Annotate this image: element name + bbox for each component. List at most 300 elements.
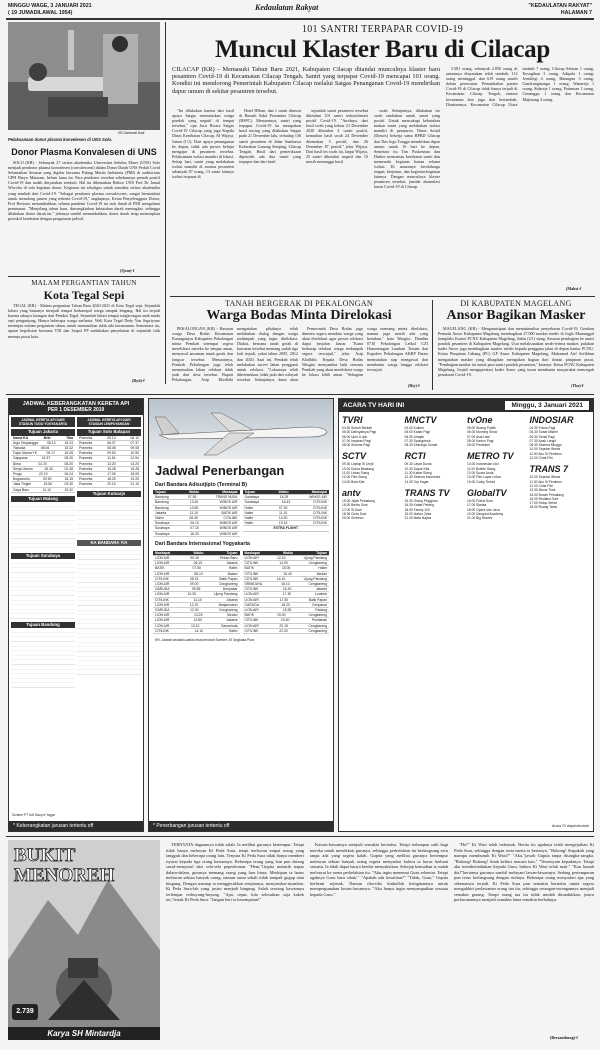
tv-program: 10.00 Seputar iNews [529, 475, 561, 480]
table-cell: 09.08 [130, 446, 139, 451]
table-cell: Jakarta [155, 510, 167, 515]
table-cell: 03.30 [64, 482, 73, 487]
table-cell: LION AIR [244, 597, 259, 602]
tv-program: 18.00 Family 100 [404, 507, 430, 512]
table-cell: 09.00 [189, 582, 199, 587]
table-cell: LION AIR [155, 613, 170, 618]
lead-body-col1: "Ini dilakukan karena dari hasil upaya Satgas memutuskan warga pondok yang negatif di tempat tersebut," ujar Juru Bicara Satgas Covid-19 Cilacap yang juga Kepala Dinas Kesehatan Cilacap, M Wijaya, Jumat (1/1). Dari upaya penanganan ke depan, tidak ada proses belajar mengajar di pesantren tersebut. Pelaksanaan isolasi mandiri di lokasi. Setiap hari, santri yang melakukan isolasi mandiri di asrama pesantren sebanyak 87 orang, 13 santri lainnya isolasi terpusat di [172, 108, 234, 180]
table-cell: 18.35 [282, 608, 292, 613]
table-cell: Surabaya [155, 526, 170, 531]
table-cell: CITILINK [223, 516, 238, 521]
table-cell: 18.33 [44, 466, 53, 471]
photo-caption: Pelaksanaan donor plasma konvelesen di UNS Solo. [8, 137, 113, 142]
table-cell: CITILINK [313, 510, 327, 515]
table-cell: 18.25 [279, 495, 289, 500]
table-cell: Surabaya [155, 521, 170, 526]
flight-title: Jadwal Penerbangan [155, 463, 285, 478]
table-cell: 11.10 [42, 487, 51, 492]
flight-footnote: * Penerbangan jurusan tertentu off [149, 821, 333, 831]
table-cell: 06.10 [190, 521, 199, 526]
col-header: Waktu [278, 490, 289, 494]
table-cell: CITILINK [313, 505, 327, 510]
table-cell: Jakarta [315, 587, 327, 592]
table-cell: Bogowonto [13, 477, 30, 482]
photo-credit: KR-Damiandi Hadi [118, 131, 145, 135]
tv-program: 17.00 Hidup Sehat [529, 501, 557, 506]
table-cell: Bandung [155, 500, 169, 505]
tv-program: 14.00 Bola Kita [342, 479, 365, 484]
table-cell: LION AIR [244, 608, 259, 613]
train-section-surabaya: Tujuan Surabaya [11, 553, 75, 559]
col-header: Tujuan [244, 490, 256, 494]
issue-date: MINGGU WAGE, 3 JANUARI 2021 [8, 3, 92, 9]
table-cell: 16.05 [64, 451, 73, 456]
table-cell: 19.00 [277, 613, 286, 618]
table-cell: Denpasar [222, 587, 238, 592]
table-cell: 14.50 [278, 516, 288, 521]
tv-program: 10.00 Seputar iNews [529, 447, 561, 452]
table-cell: 21.10 [130, 482, 139, 487]
tv-program: 11.00 Buletin Siang [467, 466, 496, 471]
table-cell: 05.10 [107, 435, 116, 440]
lead-kicker: 101 SANTRI TERPAPAR COVID-19 [301, 24, 464, 35]
train-col-head-2: JADWAL KERETA API DARI STASIUN LEMPUYANGAN [77, 417, 141, 427]
table-cell: 06.37 [107, 440, 116, 445]
table-cell: Prameks [79, 446, 93, 451]
table-cell: Cengkareng [308, 628, 327, 633]
tv-program: 13.00 Film Layar Lebar [467, 475, 501, 480]
tv-program: 19.00 Dangdut Academy [467, 511, 504, 516]
tv-program: 06.00 Upin & Ipin [342, 434, 368, 439]
page-number: HALAMAN 7 [560, 10, 592, 16]
donor-body: SOLO (KR) - Sebanyak 27 sivitas akademika Universitas Sebelas Maret (UNS) Solo menjadi pendonor plasma konvalesen (convalescent) dalam Donor Darah UNS Peduli Covid Selamatkan Sesama yang digelar bersama Palang Merah Indonesia (PMI) di auditorium GPH Haryo Mataram, belum lama ini. Para pendonor tersebut sebelumnya pernah positif Covid-19 dan sudah dinyatakan sembuh. Hal itu dibenarkan Rektor UNS Prof Dr Jamal Wiwoho di sela kegiatan donor. Kegiatan ini sekaligus untuk mendata sivitas akademika yang sembuh dari Covid-19. "Sebagai pendonor plasma convalescent, sangat bermanfaat untuk menolong pasien yang terkena Covid-19," ungkapnya. Ketua Penyelenggara Donor, Prof Reviono menambahkan, selama pandemi Covid-19 ini stok darah di PMI mengalami penurunan. "Menjelang tahun baru, dimungkinkan kebutuhan darah meningkat, sehingga dilakukan donor darah ini," jelasnya sambil menambahkan, donor darah tetap menerapkan protokol kesehatan dengan pengaturan jadwal. [8, 160, 160, 222]
flight-intl-title: Dari Bandara Internasional Yogyakarta [155, 540, 250, 547]
tv-program: 17.00 Si Doel [342, 507, 362, 512]
tegal-kicker: MALAM PERGANTIAN TAHUN [31, 279, 137, 287]
train-section-solo: Tujuan Solo Balapan [77, 429, 141, 435]
tv-program: 19.00 Ikatan Cinta [404, 511, 432, 516]
table-cell: GARUDA [155, 608, 170, 613]
tv-program: 12.30 Sinema Indonesia [404, 475, 441, 480]
lead-body-col5: 3.581 orang, sebanyak 2.850 orang di antaranya dinyatakan telah sembuh, 112 orang meninggal, dan 619 orang masih dalam perawatan. Penambahan pasien Covid-19 di Cilacap tidak hanya terjadi di Kecamatan Cilacap Tengah, namun kecamatan lain juga ikut bertambah. Diantaranya, Kecamatan Cilacap Utara tambah 7 orang, Cilacap Selatan 1 orang, Kesugihan 3 orang, Adipala 1 orang, Jeruklegi 4 orang, Binangun 3 orang, Gandrungmangu 1 orang, Wanareja 1 orang, Sidareja 1 orang, Patimuan 1 orang, Cimanggu 1 orang dan Kecamatan Majenang 4 orang. [446, 66, 594, 107]
tv-program: 09.00 Pesbuker [467, 443, 491, 448]
tv-program: 12.00 Cinta Fitri [529, 456, 553, 461]
serial-title: BUKIT MENOREH [14, 845, 115, 886]
table-cell: Argo Dwipangga [13, 440, 39, 445]
table-cell: 20.10 [107, 482, 116, 487]
table-cell: 19.40 [280, 618, 290, 623]
table-cell: 12.10 [189, 602, 199, 607]
tv-program: 16.30 Kabar Petang [404, 503, 434, 508]
table-cell: Halim [228, 628, 238, 633]
table-cell: 16.20 [190, 531, 199, 536]
tv-program: 21.00 Big Movies [467, 516, 493, 521]
tv-program: 08.00 Kartun Pagi [467, 438, 494, 443]
table-cell: 08.10 [194, 571, 203, 576]
table-cell: 18.25 [107, 477, 116, 482]
table-cell: 08.26 [64, 456, 73, 461]
table-cell: LION AIR [155, 556, 170, 561]
tv-program: 08.00 Sinema Pagi [342, 443, 370, 448]
table-cell: Batam [227, 571, 238, 576]
tv-program: 15.30 Orang Pinggiran [404, 498, 438, 503]
table-cell: 17.30 [282, 592, 292, 597]
table-cell: Taksaka [13, 446, 26, 451]
table-row [11, 488, 75, 493]
table-cell: 16.43 [281, 500, 291, 505]
pekalongan-body-1: PEKALONGAN (KR) - Ratusan warga Desa Bodas Kecamatan Karanganyar Kabupaten Pekalongan minta Pemkab setempat segera merelokasi mereka ke tempat aman, menyusul ancaman tanah gerak dan longsor tersebut. Menurutnya, Pemkab Pekalongan juga telah memutuskan lahan relokasi tidak jauh dari desa tersebut. Bupati Pekalongan, Asip Kholbihi mengatakan pihaknya telah melakukan dialog dengan warga terdampak yang ingin direlokasi. Diakui, bencana tanah gerak di kawasan tersebut memang sudah tiga kali terjadi, yakni tahun 2005, 2012 dan 2020. Saat ini, Pemkab telah melakukan survei lahan pengganti untuk relokasi. "Lokasinya telah diketemukan, tidak jauh dari wilayah tersebut. Selanjutnya, kami akan [172, 326, 298, 382]
table-cell: 15.24 [64, 440, 73, 445]
channel-logo: METRO TV [467, 451, 514, 462]
table-cell: Jakarta [226, 561, 238, 566]
serial-col-3: "He?" Ki Wasi telah terbunuh. Berita itu agaknya telah mengejutkan Ki Peda Sura, sehingga dengan serta-merta ia bertanya, "Bohong! Siapakah yang mampu membunuh Ki Wasi?" "Aku,"jawab Gupita tanpa disangka-sangka. "Bohong! Bohong! Anak kelinci macam kau." "Tersenyum kepadanya. Tetapi aku memberitahukan kepada Guru, bahwa Ki Wasi telah mati." "Kau bunuh dia?"bertanya gurunya sambil melayani lawan-lawannya. Sedang pertempuran pun terus berlangsung dengan riuhnya. Beberapa orang menyadari apa yang sebenarnya terjadi. Ki Peda Sura pun semakin bernafsu untuk segera mengakhiri perlawanan orang tua itu, sehingga serangan-serangannya menjadi semakin garang. Tetapi orang tua itu tidak mudah ditundukkan, justru perlawanannya menjadi semakin lama semakin berbahaya. [454, 842, 594, 902]
tv-program: 06.00 Morning Show [467, 430, 498, 435]
table-cell: LION AIR [244, 592, 259, 597]
table-cell: 17.05 [107, 472, 116, 477]
magelang-kicker: DI KABUPATEN MAGELANG [460, 299, 572, 308]
table-cell: 17.50 [279, 597, 289, 602]
table-cell: Senja Utama [13, 466, 33, 471]
table-cell: WINGS AIR [219, 500, 238, 505]
table-cell: LION AIR [155, 602, 170, 607]
tv-program: 04.30 Subuh Berkah [342, 426, 373, 430]
table-cell: CITILINK [313, 500, 327, 505]
table-cell: 14.00 [279, 561, 288, 566]
table-cell: 05.45 [190, 556, 199, 561]
extra-flight-label: EXTRA FLIGHT [243, 526, 330, 531]
train-section-kutoarjo: Tujuan Kutoarjo [77, 491, 141, 497]
donor-photo [8, 22, 160, 130]
train-section-yia: KA BANDARA YIA [77, 540, 141, 546]
tv-program: 05.00 Dahsyatnya Pagi [342, 430, 377, 435]
table-cell: BATIK [244, 613, 255, 618]
table-cell: 08.15 [189, 576, 199, 581]
channel-logo: TRANS 7 [529, 464, 569, 475]
channel-logo: tvOne [467, 415, 493, 425]
table-cell: WINGS AIR [219, 526, 238, 531]
table-cell: Banjarmasin [218, 602, 238, 607]
train-section-jakarta: Tujuan Jakarta [11, 429, 75, 435]
train-section-bandung: Tujuan Bandung [11, 622, 75, 628]
lead-body-col4: swab. Selanjutnya, dilakukan tes swab tambahan untuk santri yang positif. Untuk mencukupi kebutuhan makan santri yang melakukan isolasi mandiri di pesantren, Dinas Sosial (Dinsos) bekerja sama BPBD Cilacap dan Tim Jogo Tonggo mendirikan dapur umum untuk 10 hari ke depan. Semetara itu Tim Puskesmas dan Dinkes memantau kesehatan santri dan memenuhi kegiatan harian selama isolasi. Di antaranya berolahraga ringan, berjemur, dan kegiatan-kegiatan lainnya. Dengan munculnya klaster pesantren tersebut, jumlah akumulasi kasus Covid-19 di Cilacap [374, 108, 440, 190]
airplane-image [149, 399, 333, 459]
table-cell: Prameks [79, 482, 93, 487]
tv-schedule [338, 398, 594, 832]
table-cell: LION AIR [155, 618, 170, 623]
table-cell: 08.20 [64, 461, 73, 466]
train-footnote: * Keberangkatan jurusan tertentu off [9, 821, 143, 831]
table-cell: 13.10 [190, 623, 200, 628]
table-cell: 15.32 [64, 446, 73, 451]
magelang-body: MAGELANG (KR) - Mengantisipasi dan meminimalisir penyebaran Covid-19, Gerakan Pemuda Ansor Kabupaten Magelang membagikan 27.000 masker medis di Joglo Manunggal kompleks Kantor PCNU Kabupaten Magelang, Sabtu (2/1) siang. Sasaran pembagian ke santri pondok pesantren di Kabupaten Magelang. Usai melaksanakan serah-terima masker, puluhan kader Ansor juga membagikan masker medis kepada pengguna jalan di depan kantor PCNU. Ketua Pimpinan Cabang (PC) GP Ansor Kabupaten Magelang, Muhamad Arif Sofikhun mengatakan masker yang dibagikan merupakan bagian dari donasi pimpinan pusat. "Pembagian masker ini untuk para santri pondok pesantren," katanya. Ketua PCNU Kabupaten Magelang, Irsjadi mengapresiasi kader Ansor yang turun membantu masyarakat mencegah penularan Covid-19. [438, 326, 594, 377]
tv-program: 12.00 Film Siang [342, 475, 367, 480]
tv-program: 11.00 Lintas Siang [342, 471, 370, 476]
section-name: "KEDAULATAN RAKYAT" [528, 3, 592, 9]
table-cell: BATIK AIR [221, 510, 238, 515]
pekalongan-title: Warga Bodas Minta Direlokasi [206, 308, 392, 323]
tv-program: 09.30 Laptop Si Unyil [342, 462, 374, 467]
channel-logo: GlobalTV [467, 487, 507, 498]
tv-program: 10.30 Dapur Kita [404, 466, 430, 471]
magelang-title: Ansor Bagikan Masker [446, 308, 586, 323]
tv-program: 07.00 Asal Usul [467, 434, 490, 439]
channel-logo: TRANS TV [404, 487, 450, 498]
table-cell: WINGS AIR [309, 495, 327, 500]
train-section-malang: Tujuan Malang [11, 496, 75, 502]
pekalongan-kicker: TANAH BERGERAK DI PEKALONGAN [225, 299, 373, 308]
table-cell: 06.30 [189, 516, 198, 521]
table-cell: 08.06 [40, 446, 50, 451]
table-cell: Prameks [79, 461, 93, 466]
table-cell: Cengkareng [308, 561, 327, 566]
tv-program: 07.30 Spongebob [404, 438, 431, 443]
channel-logo: INDOSIAR [529, 415, 574, 425]
table-cell: 11.54 [107, 456, 116, 461]
train-subtitle: PER 1 DESEMBER 2019 [47, 407, 105, 413]
table-cell: 07.55 [187, 495, 197, 500]
table-cell: 09.50 [42, 477, 52, 482]
table-cell: 16.10 [281, 582, 290, 587]
tv-program: 11.30 Kabar Siang [404, 471, 432, 476]
table-cell: LION AIR [155, 592, 170, 597]
lead-byline: (Maksi-f [566, 286, 582, 291]
tv-program: 05.30 Sobat Misteri [529, 430, 558, 435]
table-cell: Pekan Baru [219, 556, 238, 561]
tv-program: 15.00 Gosip Terkini [467, 479, 496, 484]
tv-program: 10.00 Dunia Binatang [342, 466, 374, 471]
table-cell: CITILINK [313, 521, 327, 526]
table-cell: Gajayana [13, 456, 28, 461]
table-cell: 15.00 [281, 566, 291, 571]
col-header: Maskapai [311, 490, 327, 494]
table-cell: Halim [244, 510, 254, 515]
table-cell: Halim [244, 516, 254, 521]
table-cell: 16.28 [130, 466, 139, 471]
table-cell: 14.20 [130, 461, 139, 466]
pekalongan-body-2: Pemerintah Desa Bodas juga diminta segera mendata warga yang akan direlokasi agar proses relokasi dapat berjalan lancar. "Kami berharap relokasi warga terdampak segera terwujud," jelas Asip Kholbihi. Kepala Desa Bodas Wasgito menyambut baik rencana Pemkab yang akan merelokasi warga ke lokasi lebih aman. "Sebagian warga memang minta direlokasi, namun juga masih ada yang bertahan," kata Wasgito. Dandim 0710 Pekalongan Letkol CZI Hamonangan Lumban Toruan dan Kapolres Pekalongan AKBP Darno menyatakan siap mengawal dan membantu warga hingga relokasi terwujud. [302, 326, 428, 377]
tv-program: 08.30 Keluarga Somat [404, 443, 438, 448]
table-cell: 20.15 [279, 623, 288, 628]
table-cell: 15.28 [107, 466, 116, 471]
table-cell: Medan [227, 613, 238, 618]
table-cell: LION AIR [155, 561, 170, 566]
train-col-head-1: JADWAL KERETA API DARI STASIUN TUGU YOGYAKARTA [11, 417, 75, 427]
table-row [77, 482, 141, 487]
table-cell: 13.50 [189, 505, 199, 510]
table-cell: 13.25 [193, 613, 203, 618]
table-cell: 02.48 [64, 466, 73, 471]
table-cell: 12.54 [130, 456, 139, 461]
col-header: Waktu [189, 490, 200, 494]
table-cell: Cengkareng [219, 582, 238, 587]
table-cell: Halim [155, 516, 164, 521]
table-cell: CITILINK [155, 597, 169, 602]
table-cell: Bandung [155, 495, 169, 500]
table-cell: Surabaya [244, 500, 260, 505]
table-cell: CITILINK [155, 576, 169, 581]
table-cell: CITILINK [244, 576, 259, 581]
table-cell: 09.50 [107, 451, 116, 456]
table-cell: 09.17 [46, 451, 56, 456]
table-cell: WINGS AIR [219, 531, 238, 536]
table-cell: CITILINK [244, 628, 259, 633]
col-header: Tujuan [226, 550, 238, 555]
table-cell: 13.20 [107, 461, 116, 466]
tv-program: 04.00 Kultum [404, 426, 424, 430]
tv-program: 11.00 Aku Si Pemburu [529, 479, 563, 484]
table-cell: 10.35 [187, 592, 196, 597]
col-header: Maskapai [244, 550, 260, 555]
tv-program: 12.00 Suara Anda [467, 471, 494, 476]
tv-title: ACARA TV HARI INI [343, 402, 405, 409]
channel-logo: MNCTV [404, 415, 437, 425]
tv-program: 18.00 Opera Van Java [467, 507, 500, 512]
table-cell: SRIWIJAYA [244, 582, 263, 587]
table-cell: LION AIR [244, 556, 259, 561]
table-cell: Pontianak [311, 618, 327, 623]
table-cell: Cengkareng [219, 608, 238, 613]
table-cell: Halim [244, 521, 254, 526]
col-header: Tujuan [316, 550, 327, 555]
table-cell: Jaka Tingkir [13, 482, 32, 487]
table-cell: LION AIR [155, 571, 170, 576]
tv-program: 08.30 Sinema Minggu [529, 443, 562, 448]
table-cell: CITILINK [244, 618, 259, 623]
table-cell: 01.57 [41, 456, 51, 461]
col-header: Tiba [66, 435, 73, 440]
table-cell: GARUDA [155, 587, 170, 592]
tv-program: 06.30 Serial Pagi [529, 434, 555, 439]
serial-number: 2.739 [12, 1004, 38, 1020]
table-cell: Balik Papan [308, 597, 327, 602]
tv-program: 07.30 Anak Langit [529, 438, 556, 443]
tv-program: 16.00 Redaksi Sore [529, 496, 559, 501]
table-cell: 11.10 [278, 510, 288, 515]
table-cell: CITILINK [313, 516, 327, 521]
table-cell: 14.10 [194, 628, 204, 633]
table-cell: BATIK [155, 566, 165, 571]
table-cell: Medan [316, 571, 327, 576]
table-row [243, 629, 330, 634]
table-cell: 12.40 [276, 556, 286, 561]
tv-program: 05.00 Kabar Pagi [404, 430, 430, 435]
table-cell: Denpasar [312, 602, 327, 607]
masthead: Kedaulatan Rakyat [255, 3, 319, 12]
tv-program: 16.00 Berita Sore [342, 503, 368, 508]
tv-program: 15.00 Jejak Petualang [342, 498, 375, 503]
table-cell: Prameks [79, 440, 93, 445]
table-cell: Prameks [79, 435, 93, 440]
table-cell: 02.20 [38, 461, 47, 466]
table-cell: Samarinda [221, 623, 238, 628]
table-cell: 06.10 [130, 435, 139, 440]
tv-program: 17.00 Sketsa [467, 503, 487, 508]
table-cell: Prameks [79, 472, 93, 477]
table-cell: LION AIR [155, 623, 170, 628]
table-cell: 10.50 [130, 451, 139, 456]
serial-col-1: TERNYATA dugaannya tidak salah. Ia melihat gurunya bertempur. Tetapi tidak hanya melawan Ki Peda Sura, tetapi melawan empat orang yang tangguh dan beberapa orang lain. Tenyata Ki Peda Sura tidak hanya memberi isyarat kepada tiga orang kawannya. Beberapa orang yang lain pun datang susul-menyusul dari sela-sela pepeohonan. "Hem,"Gupita menarik napas dalam-dalam, gurunya memang orang yang luar biasa. Meskipun ia harus melawan sekian banyak orang, namun sama sekali tidak tampak gugup atau bingung. Dengan mantap ia menggerakkan senjatanya, menyambar-nyambar. Ki Peda Sura-lah yang justru menjadi bingung. Salah seorang kawannya terlempar terhuyung-huyung. "Apa, cepat, kita selesaikan saja kakek ini,"teriak Ki Peda Sura. "Jangan beri ia kesempatan!" [166, 842, 304, 902]
serial-byline: (Bersambung)-f [550, 1035, 578, 1040]
table-cell: WINGS AIR [219, 521, 238, 526]
col-header: Waktu [282, 550, 293, 555]
table-cell: Prameks [79, 456, 93, 461]
table-cell: GARUDA [244, 602, 260, 607]
table-cell: 11.10 [189, 510, 198, 515]
table-cell: Padang [315, 608, 327, 613]
tegal-body: TEGAL (KR) - Malam pergantian Tahun Baru 2020-2021 di Kota Tegal sepi. Sejumlah lokasi yang biasanya menjadi tempat berkumpul warga tampak lengang. Hal itu terjadi karena adanya larangan dari Pemkot Tegal. Sejumlah lokasi tempat tongkrongan anak muda sepi pengunjung. Hanya beberapa warga melintas. Wali Kota Tegal Dedy Yon Supriyono meninjau malam pergantian tahun, untuk memastikan tidak ada kerumunan. Sementara itu, aparat kepolisian bersama TNI dan Satpol PP melakukan penyekatan di sejumlah titik menuju pusat kota. [8, 303, 160, 339]
tegal-byline: (Ryd)-f [132, 378, 145, 383]
tv-program: 18.00 Ruang Tamu [529, 505, 558, 510]
table-cell: Cengkareng [308, 623, 327, 628]
channel-logo: RCTI [404, 451, 426, 462]
table-cell: Ujung Pandang [303, 576, 327, 581]
flight-source: KR- Jadwal sewaktu-waktu bisa berubah Sumber: AT Angkasa Pura [155, 638, 255, 643]
table-cell: 08.13 [47, 440, 56, 445]
tv-program: 10.00 Indonesian Idol [467, 462, 499, 467]
table-cell: 22.00 [279, 628, 288, 633]
table-cell: 19.56 [43, 482, 53, 487]
table-cell: Halim [244, 505, 254, 510]
lead-body-col3: sejumlah santri pesantren tersebut diketahui 101 santri terkonfirmasi positif Covid-19. "Awalnya, dari hasil swab yang keluar 21 Desember 2020 diketahui 4 santri positif, kemudian hasil swab 24 Desember ditemukan 5 positif, dan 26 Desember 87 positif," jelas Wijaya. Dari hasil tes swab itu, lanjut Wijaya, 25 santri diketahui negatif dan 10 masih menunggu hasil [306, 108, 368, 164]
table-cell: 09.55 [191, 587, 201, 592]
table-cell: 07.50 [192, 566, 201, 571]
table-cell: Fajar Utama YK [13, 451, 38, 456]
lead-body-col2: Hotel HRom, dan 1 santri dirawat di Rumah Sakit Pertamina Cilacap (RSPC). Menurutnya, santri yang terpapar Covid-19 itu merupakan hasil tracing yang dilakukan Satgas pada 21 Desember lalu, terhadap 136 santri pesantren di Jalan Sumbawa Kelurahan Gunung Simping, Cilacap Tengah. Hasil dari pemeriksaan diperoleh ada dua santri yang terpapar dan dari hasil [239, 108, 301, 164]
col-header: Tujuan [155, 490, 166, 494]
table-cell: 07.15 [190, 526, 199, 531]
table-cell: 16.40 [282, 587, 292, 592]
table-cell: 12.30 [190, 608, 199, 613]
channel-logo: SCTV [342, 451, 367, 462]
table-cell: LION AIR [244, 623, 259, 628]
table-cell: WINGS AIR [219, 505, 238, 510]
donor-title: Donor Plasma Konvalesen di UNS [11, 147, 157, 157]
table-cell: 19.15 [278, 521, 288, 526]
table-cell: 13.50 [193, 618, 203, 623]
table-cell: CITILINK [244, 571, 259, 576]
table-cell: 06.15 [193, 561, 203, 566]
serial-illustration [8, 840, 160, 1040]
tv-program: 09.30 Layar Dunia [404, 462, 432, 467]
tv-program: 18.30 Cinta Suci [342, 511, 367, 516]
table-cell: Halim [318, 566, 327, 571]
table-cell: 19.32 [64, 487, 73, 492]
tv-program: 14.30 Top Kaget [404, 479, 429, 484]
table-cell: Lombok [314, 592, 327, 597]
train-schedule [8, 398, 144, 832]
table-cell: 18.15 [64, 477, 73, 482]
hijri-date: ( 19 JUMADILAWAL 1954) [8, 10, 73, 16]
channel-logo: antv [342, 487, 361, 498]
col-header: Waktu [193, 550, 204, 555]
table-cell: 06.24 [64, 472, 73, 477]
table-cell: TRANS NUSA [215, 495, 238, 500]
train-source: Sumber PT KAI Daop 6 Yogya [12, 813, 55, 817]
table-cell: Ujung Pandang [303, 556, 327, 561]
tv-program: 12.00 Cinta Fitri [529, 483, 553, 488]
donor-byline: (Qom)-f [120, 268, 135, 273]
table-cell: Bandung [155, 505, 169, 510]
table-cell: Jakarta [226, 597, 238, 602]
col-header: Maskapai [155, 550, 171, 555]
table-cell: Gaya Baru [13, 487, 30, 492]
tv-date: Minggu, 3 Januari 2021 [505, 401, 589, 410]
table-cell: Bima [13, 461, 21, 466]
tv-footnote: Acara TV dapat berubah [552, 824, 589, 828]
table-cell: 18.05 [130, 472, 139, 477]
col-header: Maskapai [222, 490, 238, 494]
table-cell: 22.19 [39, 472, 48, 477]
